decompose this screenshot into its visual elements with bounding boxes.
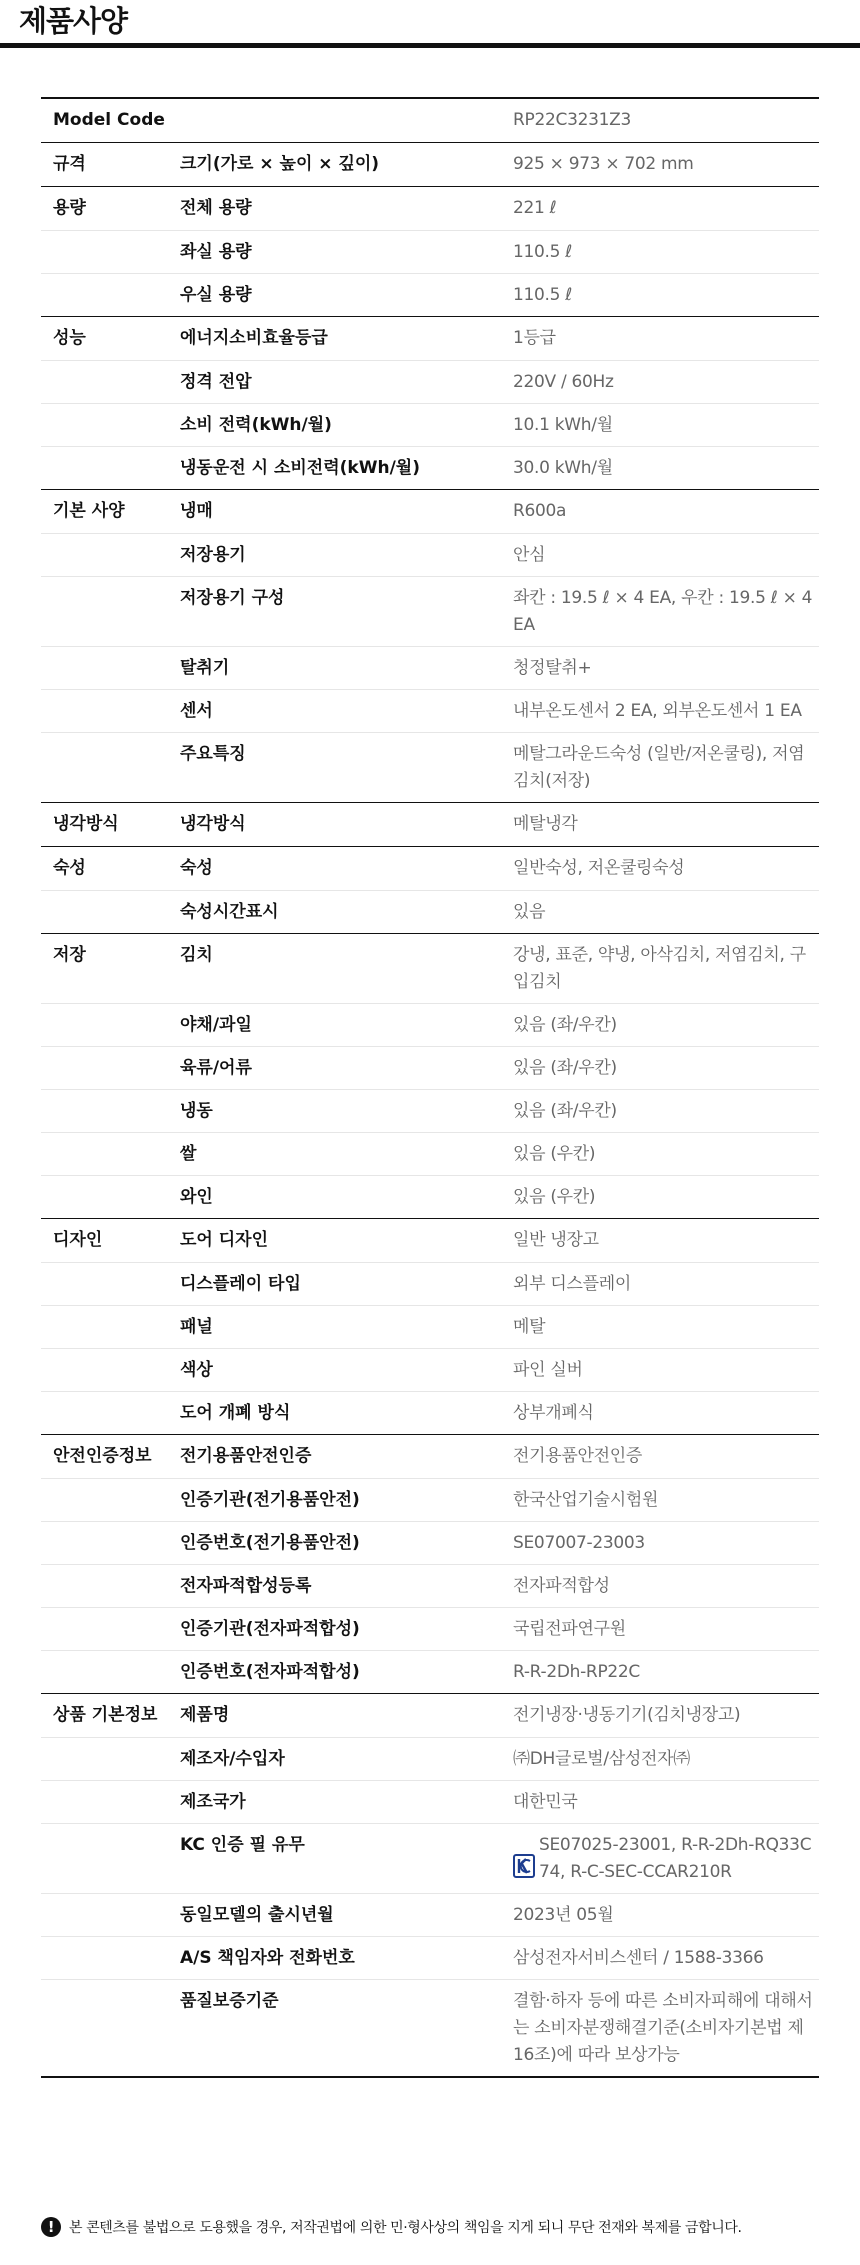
spec-value: 있음 (좌/우칸): [513, 1015, 617, 1035]
spec-value: 2023년 05월: [513, 1905, 614, 1925]
spec-label: 와인: [180, 1187, 213, 1207]
page-title: 제품사양: [19, 4, 128, 38]
spec-row: [41, 934, 819, 1003]
spec-row: [41, 1089, 819, 1132]
spec-value: 외부 디스플레이: [513, 1274, 631, 1294]
spec-category: [41, 1055, 179, 1082]
spec-label: 도어 개폐 방식: [180, 1403, 291, 1423]
spec-label: 저장용기: [180, 545, 246, 565]
spec-value: 110.5 ℓ: [513, 242, 572, 262]
kc-cert-numbers: SE07025-23001, R-R-2Dh-RQ33C74, R-C-SEC-CCAR210R: [539, 1835, 812, 1882]
spec-group: [41, 489, 819, 802]
spec-value: 결함·하자 등에 따른 소비자피해에 대해서는 소비자분쟁해결기준(소비자기본법 제16조)에 따라 보상가능: [513, 1991, 813, 2065]
spec-row: [41, 1936, 819, 1979]
spec-value: 있음 (우칸): [513, 1187, 596, 1207]
spec-row: [41, 1650, 819, 1693]
spec-label: 전자파적합성등록: [180, 1576, 312, 1596]
spec-value: 전자파적합성: [513, 1576, 610, 1596]
spec-value: 삼성전자서비스센터 / 1588-3366: [513, 1948, 764, 1968]
spec-value: 있음 (우칸): [513, 1144, 596, 1164]
spec-category: [41, 1988, 179, 2069]
spec-value: R-R-2Dh-RP22C: [513, 1662, 640, 1682]
spec-category: [41, 1659, 179, 1686]
spec-label: 냉동: [180, 1101, 213, 1121]
spec-category: [41, 1746, 179, 1773]
spec-label: 에너지소비효율등급: [180, 328, 328, 348]
spec-row: [41, 576, 819, 646]
spec-label: 전기용품안전인증: [180, 1446, 312, 1466]
spec-label: 정격 전압: [180, 372, 252, 392]
spec-value: 있음 (좌/우칸): [513, 1101, 617, 1121]
spec-row: [41, 1348, 819, 1391]
spec-row: [41, 732, 819, 802]
spec-row: [41, 1219, 819, 1262]
spec-row: [41, 143, 819, 186]
spec-group: [41, 1693, 819, 2076]
spec-row: [41, 1478, 819, 1521]
spec-value: 상부개폐식: [513, 1403, 594, 1423]
spec-category: [41, 1184, 179, 1211]
spec-row: [41, 317, 819, 360]
spec-label: 냉동운전 시 소비전력(kWh/월): [180, 458, 420, 478]
spec-value: 메탈냉각: [513, 814, 578, 834]
spec-row: [41, 1262, 819, 1305]
spec-row: [41, 847, 819, 890]
spec-value: 있음: [513, 902, 546, 922]
spec-label: 동일모델의 출시년월: [180, 1905, 334, 1925]
spec-value: RP22C3231Z3: [513, 110, 631, 130]
spec-row: [41, 646, 819, 689]
spec-value: 파인 실버: [513, 1360, 583, 1380]
spec-row: [41, 689, 819, 732]
spec-label: 제조국가: [180, 1792, 246, 1812]
spec-label: 인증기관(전기용품안전): [180, 1490, 360, 1510]
spec-category: [41, 741, 179, 795]
spec-label: 인증번호(전기용품안전): [180, 1533, 360, 1553]
spec-value: ㈜DH글로벌/삼성전자㈜: [513, 1749, 690, 1769]
spec-category: [41, 1141, 179, 1168]
spec-label: 숙성시간표시: [180, 902, 279, 922]
copyright-note: [41, 2217, 742, 2237]
spec-row: [41, 1132, 819, 1175]
spec-value: 일반 냉장고: [513, 1230, 599, 1250]
spec-row: [41, 360, 819, 403]
spec-category: [41, 1357, 179, 1384]
spec-category: [41, 899, 179, 926]
spec-row: [41, 1780, 819, 1823]
spec-value: 내부온도센서 2 EA, 외부온도센서 1 EA: [513, 701, 802, 721]
spec-category: 상품 기본정보: [53, 1705, 158, 1725]
spec-row: [41, 803, 819, 846]
spec-category: [41, 1832, 179, 1886]
spec-group: [41, 142, 819, 186]
spec-label: 품질보증기준: [180, 1991, 279, 2011]
spec-row: [41, 1737, 819, 1780]
spec-label: 김치: [180, 945, 213, 965]
spec-row: [41, 1175, 819, 1218]
spec-category: [41, 412, 179, 439]
spec-row: [41, 490, 819, 533]
spec-label: 패널: [180, 1317, 213, 1337]
spec-label: 주요특징: [180, 744, 246, 764]
spec-category: 성능: [53, 328, 86, 348]
spec-label: 색상: [180, 1360, 213, 1380]
spec-row: [41, 1893, 819, 1936]
spec-row: [41, 1003, 819, 1046]
spec-label: 제조자/수입자: [180, 1749, 285, 1769]
spec-category: [41, 1487, 179, 1514]
spec-row: [41, 1979, 819, 2076]
spec-row: [41, 1521, 819, 1564]
spec-value: 한국산업기술시험원: [513, 1490, 659, 1510]
spec-label: 쌀: [180, 1144, 197, 1164]
spec-label: Model Code: [53, 110, 165, 130]
spec-category: [41, 239, 179, 266]
spec-category: 기본 사양: [53, 501, 125, 521]
spec-label: 우실 용량: [180, 285, 252, 305]
spec-category: [41, 455, 179, 482]
spec-label: 숙성: [180, 858, 213, 878]
spec-value: 10.1 kWh/월: [513, 415, 613, 435]
spec-value: 전기용품안전인증: [513, 1446, 642, 1466]
spec-label: 제품명: [180, 1705, 230, 1725]
spec-value: 일반숙성, 저온쿨링숙성: [513, 858, 685, 878]
page-header: [0, 0, 860, 48]
spec-category: 안전인증정보: [53, 1446, 152, 1466]
spec-category: [41, 1530, 179, 1557]
spec-value: 강냉, 표준, 약냉, 아삭김치, 저염김치, 구입김치: [513, 945, 806, 992]
spec-label: KC 인증 필 유무: [180, 1835, 305, 1855]
spec-row: [41, 273, 819, 316]
spec-group: [41, 316, 819, 489]
spec-label: A/S 책임자와 전화번호: [180, 1948, 355, 1968]
spec-value: 좌칸 : 19.5 ℓ × 4 EA, 우칸 : 19.5 ℓ × 4 EA: [513, 588, 813, 635]
spec-label: 도어 디자인: [180, 1230, 269, 1250]
spec-row: [41, 1564, 819, 1607]
spec-value: 221 ℓ: [513, 198, 557, 218]
spec-row: [41, 187, 819, 230]
spec-row: [41, 1435, 819, 1478]
spec-value: SE07007-23003: [513, 1533, 645, 1553]
spec-label: 저장용기 구성: [180, 588, 285, 608]
spec-row: [41, 1607, 819, 1650]
spec-table: [41, 97, 819, 2078]
spec-label: 소비 전력(kWh/월): [180, 415, 332, 435]
spec-value: 925 × 973 × 702 mm: [513, 154, 694, 174]
spec-category: 저장: [53, 945, 86, 965]
spec-row: [41, 1046, 819, 1089]
spec-category: [41, 1314, 179, 1341]
spec-group-model: [41, 99, 819, 142]
spec-row: [41, 403, 819, 446]
spec-label: 인증번호(전자파적합성): [180, 1662, 360, 1682]
spec-group: [41, 802, 819, 846]
spec-category: 숙성: [53, 858, 86, 878]
spec-group: [41, 1434, 819, 1693]
spec-row: [41, 230, 819, 273]
spec-row: [41, 1305, 819, 1348]
spec-label: 탈취기: [180, 658, 230, 678]
spec-row: [41, 1823, 819, 1893]
spec-category: [41, 698, 179, 725]
spec-value: 대한민국: [513, 1792, 578, 1812]
spec-label: 좌실 용량: [180, 242, 252, 262]
spec-row: [41, 1694, 819, 1737]
spec-label: 센서: [180, 701, 213, 721]
spec-label: 육류/어류: [180, 1058, 252, 1078]
spec-label: 크기(가로 × 높이 × 깊이): [180, 154, 380, 174]
spec-label: 냉각방식: [180, 814, 246, 834]
spec-label: 디스플레이 타입: [180, 1274, 301, 1294]
spec-category: [41, 542, 179, 569]
spec-category: [41, 1945, 179, 1972]
spec-value: [513, 1832, 819, 1886]
spec-category: [41, 655, 179, 682]
exclamation-icon: !: [41, 2217, 61, 2237]
spec-row-model-code: [41, 99, 819, 142]
spec-value: 안심: [513, 545, 546, 565]
spec-category: [41, 282, 179, 309]
spec-category: 디자인: [53, 1230, 103, 1250]
spec-value: 메탈: [513, 1317, 546, 1337]
copyright-text: 본 콘텐츠를 불법으로 도용했을 경우, 저작권법에 의한 민·형사상의 책임을 지게 되니 무단 전재와 복제를 금합니다.: [69, 2220, 742, 2236]
spec-label: 전체 용량: [180, 198, 252, 218]
spec-category: [41, 1098, 179, 1125]
spec-category: [41, 1573, 179, 1600]
spec-value: 청정탈취+: [513, 658, 592, 678]
spec-group: [41, 1218, 819, 1434]
spec-category: [41, 1902, 179, 1929]
spec-value: 국립전파연구원: [513, 1619, 626, 1639]
spec-label: 인증기관(전자파적합성): [180, 1619, 360, 1639]
spec-value: 1등급: [513, 328, 556, 348]
spec-category: [41, 1271, 179, 1298]
spec-category: 냉각방식: [53, 814, 119, 834]
spec-category: 규격: [53, 154, 86, 174]
spec-category: [41, 1400, 179, 1427]
spec-value: 전기냉장·냉동기기(김치냉장고): [513, 1705, 741, 1725]
spec-row: [41, 533, 819, 576]
spec-category: 용량: [53, 198, 86, 218]
spec-category: [41, 1789, 179, 1816]
spec-row: [41, 1391, 819, 1434]
spec-category: [41, 1616, 179, 1643]
spec-category: [41, 585, 179, 639]
kc-mark-icon: [513, 1854, 535, 1878]
spec-label: 냉매: [180, 501, 213, 521]
spec-value: R600a: [513, 501, 567, 521]
spec-row: [41, 890, 819, 933]
spec-group: [41, 933, 819, 1218]
spec-value: 있음 (좌/우칸): [513, 1058, 617, 1078]
spec-value: 220V / 60Hz: [513, 372, 614, 392]
spec-row: [41, 446, 819, 489]
spec-value: 메탈그라운드숙성 (일반/저온쿨링), 저염김치(저장): [513, 744, 805, 791]
spec-group: [41, 846, 819, 933]
spec-category: [41, 369, 179, 396]
spec-category: [41, 1012, 179, 1039]
spec-value: 110.5 ℓ: [513, 285, 572, 305]
spec-group: [41, 186, 819, 316]
spec-label: 야채/과일: [180, 1015, 252, 1035]
spec-value: 30.0 kWh/월: [513, 458, 613, 478]
